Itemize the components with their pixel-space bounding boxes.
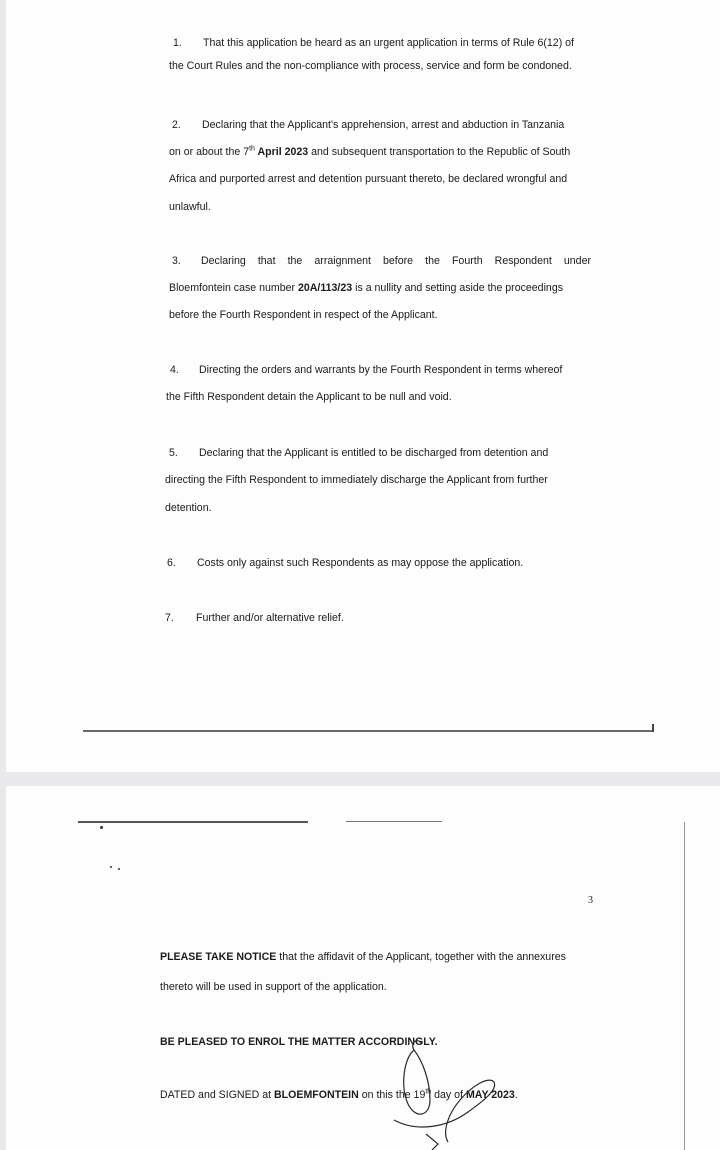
item-2-line-4: unlawful. <box>169 201 211 213</box>
item-2-line-3: Africa and purported arrest and detention pursuant thereto, be declared wrongful and <box>169 173 568 185</box>
page-2-right-edge-line <box>684 822 685 1150</box>
item-3-line-2: Bloemfontein case number 20A/113/23 is a nullity and setting aside the proceedings <box>169 282 564 294</box>
item-7-number: 7. <box>165 612 174 624</box>
item-4-number: 4. <box>170 364 179 376</box>
page-number: 3 <box>588 895 593 906</box>
page-1-bottom-rule <box>83 730 653 732</box>
item-1-line-1: That this application be heard as an urgent application in terms of Rule 6(12) of <box>203 37 574 49</box>
item-3-line-3: before the Fourth Respondent in respect of the Applicant. <box>169 309 438 321</box>
item-2-number: 2. <box>172 119 181 131</box>
item-5-number: 5. <box>169 447 178 459</box>
item-3-line-1: Declaring that the arraignment before the Fourth Respondent under <box>201 255 591 267</box>
item-3-number: 3. <box>172 255 181 267</box>
item-6-number: 6. <box>167 557 176 569</box>
item-5-line-2: directing the Fifth Respondent to immediately discharge the Applicant from further <box>165 474 548 486</box>
speck <box>110 866 112 868</box>
item-4-line-2: the Fifth Respondent detain the Applicant to be null and void. <box>166 391 452 403</box>
speck <box>118 868 120 870</box>
item-5-line-1: Declaring that the Applicant is entitled to be discharged from detention and <box>199 447 549 459</box>
notice-line-2: thereto will be used in support of the application. <box>160 981 387 993</box>
page-2-top-rule-left <box>78 821 308 823</box>
handwritten-signature <box>386 1016 526 1150</box>
item-1-number: 1. <box>173 37 182 49</box>
document-page-1 <box>6 0 720 772</box>
item-2-line-1: Declaring that the Applicant's apprehension, arrest and abduction in Tanzania <box>202 119 565 131</box>
document-page-2 <box>6 786 720 1150</box>
item-7-line-1: Further and/or alternative relief. <box>196 612 344 624</box>
enrol-statement: BE PLEASED TO ENROL THE MATTER ACCORDINGLY. <box>160 1036 438 1048</box>
page-1-rule-tick <box>652 724 654 732</box>
dated-signed-line: DATED and SIGNED at BLOEMFONTEIN on this the 19th day of MAY 2023. <box>160 1088 518 1101</box>
item-1-line-2: the Court Rules and the non-compliance with process, service and form be condoned. <box>169 60 572 72</box>
item-6-line-1: Costs only against such Respondents as may oppose the application. <box>197 557 524 569</box>
page-2-top-rule-right <box>346 821 442 822</box>
speck <box>100 826 103 829</box>
item-5-line-3: detention. <box>165 502 212 514</box>
item-4-line-1: Directing the orders and warrants by the Fourth Respondent in terms whereof <box>199 364 563 376</box>
notice-line-1: PLEASE TAKE NOTICE that the affidavit of the Applicant, together with the annexures <box>160 951 566 963</box>
item-2-line-2: on or about the 7th April 2023 and subsequent transportation to the Republic of South <box>169 145 571 158</box>
